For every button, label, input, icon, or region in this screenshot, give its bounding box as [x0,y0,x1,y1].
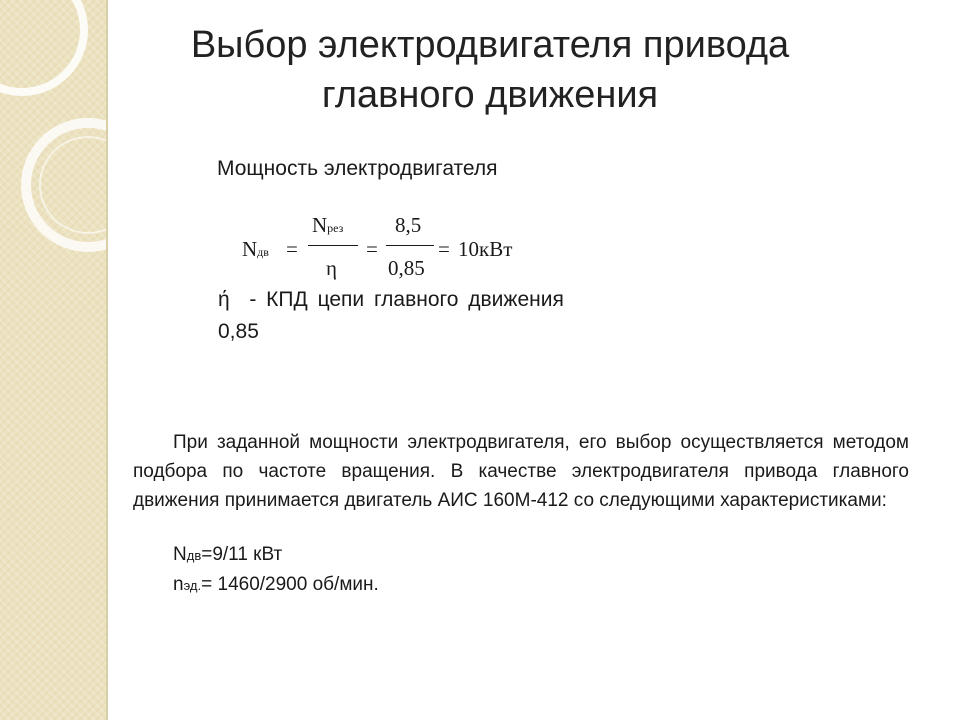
decorative-circles [0,0,106,260]
formula-eq-2: = [366,237,378,261]
motor-power-spec: Nдв=9/11 кВт [173,544,283,565]
slide-title [150,20,830,120]
formula-result: 10кВт [458,237,513,261]
efficiency-line [218,288,564,312]
subheading: Мощность электродвигателя [217,157,498,180]
selection-paragraph: При заданной мощности электродвигателя, его выбор осуществляется методом подбора по частоте вращения. В качестве электродвигателя привода главного движения принимается двигатель АИС 160М-412 со следующими характеристиками: [133,432,909,511]
power-formula [240,210,560,290]
formula-num-2: 8,5 [395,213,422,237]
side-divider [106,0,108,720]
title-line-2: главного движения [321,74,659,116]
eta-symbol: ή [218,288,230,311]
eta-description: - КПД цепи главного движения [249,288,564,311]
efficiency-value: 0,85 [218,320,259,343]
motor-speed-spec: nэд.= 1460/2900 об/мин. [173,574,379,595]
formula-den-2: 0,85 [388,256,425,280]
fraction-bar-2 [386,245,434,246]
formula-num-1: Nрез [312,213,344,237]
formula-eq-1: = [286,237,298,261]
formula-eq-3: = [438,237,450,261]
formula-den-1: η [326,256,337,280]
title-line-1: Выбор электродвигателя привода [190,24,790,66]
fraction-bar-1 [308,245,358,246]
formula-lhs: Nдв [242,237,269,261]
